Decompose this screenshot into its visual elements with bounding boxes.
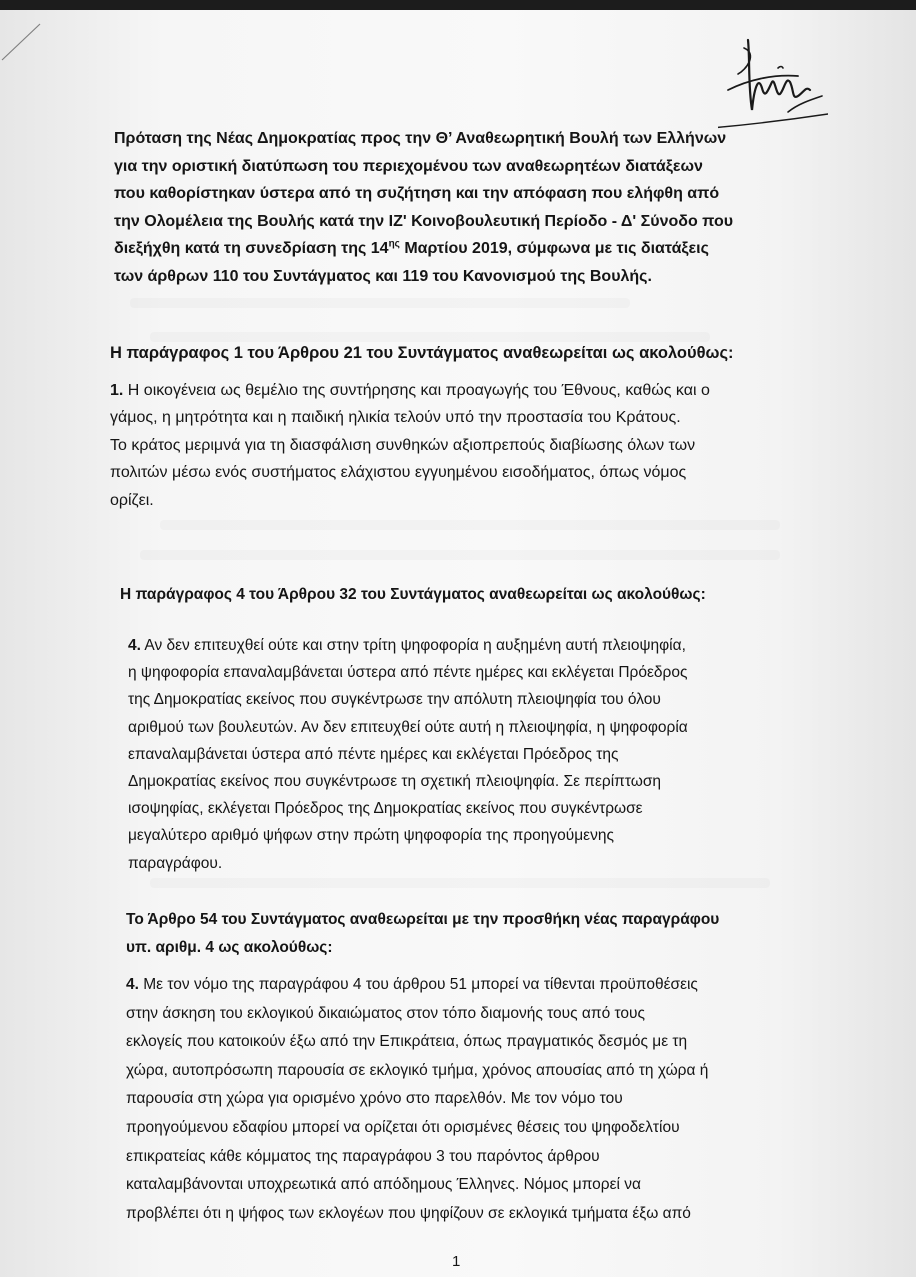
paragraph-line (126, 971, 708, 1000)
paragraph-line: μεγαλύτερο αριθμό ψήφων στην πρώτη ψηφοφορία της προηγούμενης (128, 827, 614, 845)
paragraph-line: παραγράφου. (128, 854, 223, 872)
paragraph-number: 4. (126, 976, 139, 993)
paragraph-line (128, 632, 688, 659)
paragraph-line (110, 377, 710, 404)
paragraph-line: εκλογείς που κατοικούν έξω από την Επικράτεια, όπως πραγματικός δεσμός με τη (126, 1033, 688, 1051)
section-heading-line: Το Άρθρο 54 του Συντάγματος αναθεωρείται με την προσθήκη νέας παραγράφου (126, 911, 720, 928)
paragraph-number: 4. (128, 637, 141, 654)
title-line: των άρθρων 110 του Συντάγματος και 119 του Κανονισμού της Βουλής. (114, 267, 652, 285)
title-line: για την οριστική διατύπωση του περιεχομένου των αναθεωρητέων διατάξεων (114, 157, 703, 175)
title-line: που καθορίστηκαν ύστερα από τη συζήτηση και την απόφαση που ελήφθη από (114, 185, 720, 203)
paragraph-line: επαναλαμβάνεται ύστερα από πέντε ημέρες και εκλέγεται Πρόεδρος της (128, 745, 619, 763)
article-paragraph (128, 632, 688, 877)
bleed-through-mark (140, 550, 780, 560)
title-line (114, 235, 814, 263)
paragraph-line: επικρατείας κάθε κόμματος της παραγράφου 3 του παρόντος άρθρου (126, 1147, 600, 1165)
title-line: την Ολομέλεια της Βουλής κατά την ΙΖ' Κοινοβουλευτική Περίοδο - Δ' Σύνοδο που (114, 212, 734, 230)
paragraph-line: πολιτών μέσω ενός συστήματος ελάχιστου εγγυημένου εισοδήματος, όπως νόμος (110, 464, 687, 482)
paragraph-text: Με τον νόμο της παραγράφου 4 του άρθρου 51 μπορεί να τίθενται προϋποθέσεις (138, 976, 698, 993)
paragraph-text: Αν δεν επιτευχθεί ούτε και στην τρίτη ψηφοφορία η αυξημένη αυτή πλειοψηφία, (140, 637, 686, 654)
paragraph-number: 1. (110, 382, 124, 399)
document-title (114, 125, 814, 291)
paragraph-text: Η οικογένεια ως θεμέλιο της συντήρησης και προαγωγής του Έθνους, καθώς και ο (123, 382, 710, 399)
paragraph-line: παρουσία στη χώρα για ορισμένο χρόνο στο παρελθόν. Με τον νόμο του (126, 1090, 623, 1108)
section-heading: Η παράγραφος 1 του Άρθρου 21 του Συντάγματος αναθεωρείται ως ακολούθως: (110, 344, 734, 362)
paragraph-line: η ψηφοφορία επαναλαμβάνεται ύστερα από πέντε ημέρες και εκλέγεται Πρόεδρος (128, 664, 688, 682)
paragraph-line: Δημοκρατίας εκείνος που συγκέντρωσε τη σχετική πλειοψηφία. Σε περίπτωση (128, 773, 662, 791)
title-line: Πρόταση της Νέας Δημοκρατίας προς την Θ’ Αναθεωρητική Βουλή των Ελλήνων (114, 130, 727, 147)
section-heading (126, 906, 719, 962)
paragraph-line: χώρα, αυτοπρόσωπη παρουσία σε εκλογικό τμήμα, χρόνος απουσίας από τη χώρα ή (126, 1061, 709, 1079)
paragraph-line: Το κράτος μεριμνά για τη διασφάλιση συνθηκών αξιοπρεπούς διαβίωσης όλων των (110, 436, 696, 454)
bleed-through-mark (130, 298, 630, 308)
title-line-part: Μαρτίου 2019, σύμφωνα με τις διατάξεις (399, 240, 709, 258)
article-paragraph (110, 377, 710, 514)
page-number: 1 (452, 1253, 461, 1270)
document-page (0, 10, 916, 1277)
paragraph-line: γάμος, η μητρότητα και η παιδική ηλικία τελούν υπό την προστασία του Κράτους. (110, 409, 681, 427)
paragraph-line: στην άσκηση του εκλογικού δικαιώματος στον τόπο διαμονής τους από τους (126, 1004, 645, 1022)
paragraph-line: προβλέπει ότι η ψήφος των εκλογέων που ψηφίζουν σε εκλογικά τμήματα έξω από (126, 1204, 691, 1222)
article-paragraph (126, 971, 708, 1228)
title-line-part: διεξήχθη κατά τη συνεδρίαση της 14 (114, 240, 389, 258)
bleed-through-mark (150, 878, 770, 888)
bleed-through-mark (160, 520, 780, 530)
ordinal-suffix: ης (388, 239, 400, 251)
page-fold-mark (0, 22, 60, 62)
paragraph-line: της Δημοκρατίας εκείνος που συγκέντρωσε την απόλυτη πλειοψηφία του όλου (128, 691, 661, 709)
paragraph-line: προηγούμενου εδαφίου μπορεί να ορίζεται ότι ορισμένες θέσεις του ψηφοδελτίου (126, 1118, 680, 1136)
paragraph-line: ορίζει. (110, 491, 154, 509)
paragraph-line: καταλαμβάνονται υποχρεωτικά από απόδημους Έλληνες. Νόμος μπορεί να (126, 1176, 641, 1194)
section-heading: Η παράγραφος 4 του Άρθρου 32 του Συντάγματος αναθεωρείται ως ακολούθως: (120, 586, 706, 603)
section-heading-line: υπ. αριθμ. 4 ως ακολούθως: (126, 939, 333, 956)
paragraph-line: ισοψηφίας, εκλέγεται Πρόεδρος της Δημοκρατίας εκείνος που συγκέντρωσε (128, 800, 643, 818)
paragraph-line: αριθμού των βουλευτών. Αν δεν επιτευχθεί ούτε αυτή η πλειοψηφία, η ψηφοφορία (128, 718, 688, 736)
